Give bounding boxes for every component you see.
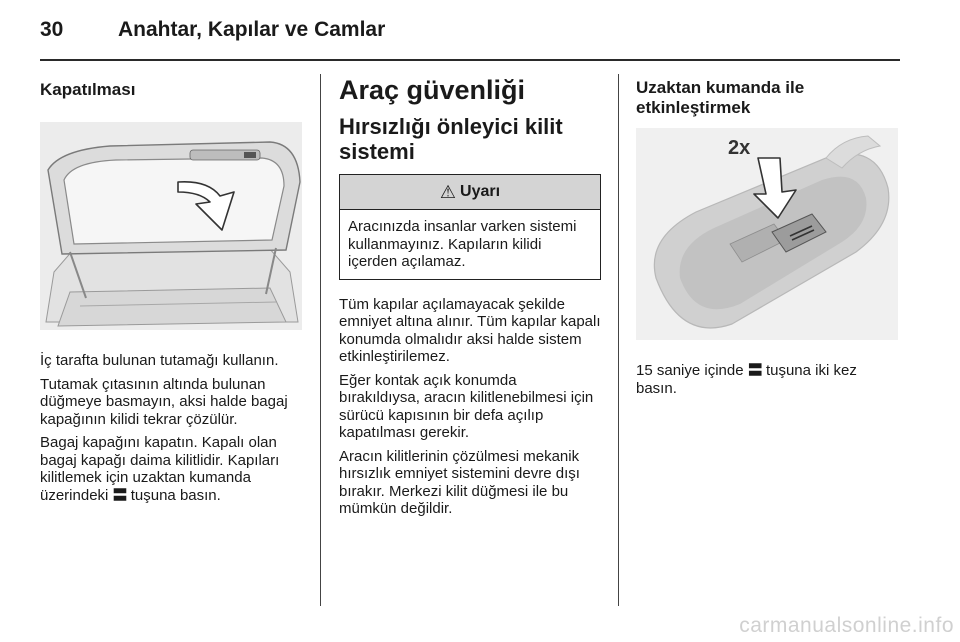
section-heading-remote: Uzaktan kumanda ile etkinleştirmek xyxy=(636,78,805,117)
column-divider xyxy=(618,74,619,606)
section-subtitle: Hırsızlığı önleyici kilit sistemi xyxy=(339,114,563,164)
remote-key-icon xyxy=(636,128,898,340)
section-heading-closing: Kapatılması xyxy=(40,80,136,99)
paragraph: Tutamak çıtasının altında bulunan düğmeye basmayın, aksi halde bagaj kapağının kilidi tekrar çözülür. xyxy=(40,375,288,428)
paragraph: Tüm kapılar açılamayacak şekilde emniyet altına alınır. Tüm kapılar kapalı konumda olmalıdır aksi halde sistem etkinleştirilemez. xyxy=(339,295,601,365)
page-header xyxy=(40,18,900,58)
warning-text: Aracınızda insanlar varken sistemi kullanmayınız. Kapıların kilidi içerden açılamaz. xyxy=(348,218,577,270)
paragraph: Bagaj kapağını kapatın. Kapalı olan bagaj kapağı daima kilitlidir. Kapıları kilitlemek için uzaktan kumanda üzerindeki 〓 tuşuna basın. xyxy=(40,434,280,504)
tailgate-figure xyxy=(40,122,302,330)
page-number: 30 xyxy=(40,18,64,41)
running-title: Anahtar, Kapılar ve Camlar xyxy=(118,18,386,41)
warning-box xyxy=(339,174,601,280)
figure-label: 2x xyxy=(728,137,751,159)
column-1 xyxy=(40,74,302,510)
remote-key-figure xyxy=(636,128,898,340)
header-rule xyxy=(40,59,900,61)
column-3 xyxy=(636,74,898,403)
warning-label: Uyarı xyxy=(460,183,501,200)
paragraph: 15 saniye içinde 〓 tuşuna iki kez basın. xyxy=(636,362,857,397)
watermark: carmanualsonline.info xyxy=(739,614,954,637)
paragraph: Eğer kontak açık konumda bırakıldıysa, aracın kilitlenebilmesi için sürücü kapısının bir defa açılıp kapatılması gerekir. xyxy=(339,371,594,441)
warning-body xyxy=(340,210,600,279)
tailgate-closing-icon xyxy=(40,122,302,330)
warning-header xyxy=(340,175,600,210)
warning-icon: ⚠ xyxy=(439,182,457,202)
column-2 xyxy=(339,74,601,524)
lock-button-icon: 〓 xyxy=(747,362,762,379)
column-divider xyxy=(320,74,321,606)
lock-button-icon: 〓 xyxy=(112,486,127,504)
paragraph: Aracın kilitlerinin çözülmesi mekanik hırsızlık emniyet sistemini devre dışı bırakır. Merkezi kilit düğmesi ile bu mümkün değildir. xyxy=(339,447,580,517)
section-title: Araç güvenliği xyxy=(339,75,526,105)
paragraph: İç tarafta bulunan tutamağı kullanın. xyxy=(40,352,279,369)
